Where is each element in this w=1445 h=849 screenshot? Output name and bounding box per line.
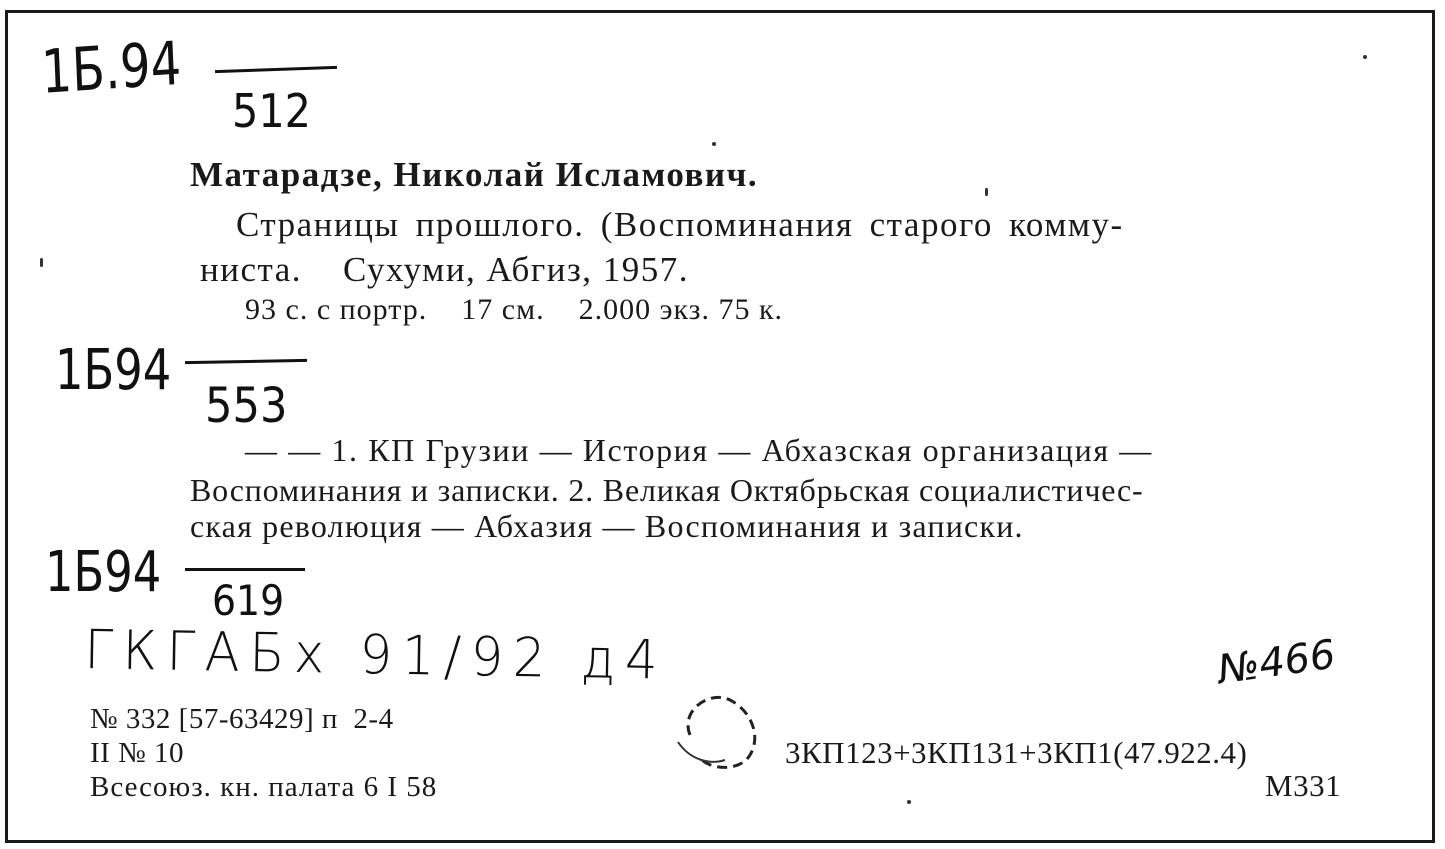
call-number-shelf-1: 1Б.94 (40, 28, 183, 108)
handwritten-note: ГКГАБх 91/92 д4 (83, 618, 668, 692)
subjects-line-3: ская революция — Абхазия — Воспоминания и записки. (190, 508, 1024, 544)
speck (40, 258, 43, 267)
title-line-1: Страницы прошлого. (Воспоминания старого комму- (236, 205, 1124, 244)
author-mark: М331 (1265, 768, 1342, 803)
imprint-line-3: Всесоюз. кн. палата 6 I 58 (90, 771, 438, 803)
call-number-rule-3 (185, 568, 305, 571)
ink-stamp (670, 680, 770, 780)
physical-description: 93 с. с портр. 17 см. 2.000 экз. 75 к. (245, 293, 784, 326)
speck (907, 800, 911, 804)
imprint-line-2: II № 10 (90, 737, 184, 769)
call-number-2: 553 (205, 378, 288, 434)
call-number-shelf-2: 1Б94 (55, 338, 172, 403)
classification-index: 3КП123+3КП131+3КП1(47.922.4) (785, 735, 1248, 770)
title-line-2: ниста. Сухуми, Абгиз, 1957. (200, 250, 690, 289)
subjects-line-1: — — 1. КП Грузии — История — Абхазская организация — (245, 432, 1153, 468)
author-heading: Матарадзе, Николай Исламович. (190, 155, 759, 194)
speck (712, 142, 716, 146)
imprint-line-1: № 332 [57-63429] п 2-4 (90, 703, 394, 735)
speck (1363, 55, 1367, 59)
subjects-line-2: Воспоминания и записки. 2. Великая Октябрьская социалистичес- (190, 472, 1144, 508)
call-number-shelf-3: 1Б94 (45, 540, 162, 605)
speck (985, 188, 988, 196)
handwritten-number: №466 (1215, 631, 1339, 694)
call-number-1: 512 (232, 84, 312, 138)
call-number-3: 619 (212, 576, 285, 625)
